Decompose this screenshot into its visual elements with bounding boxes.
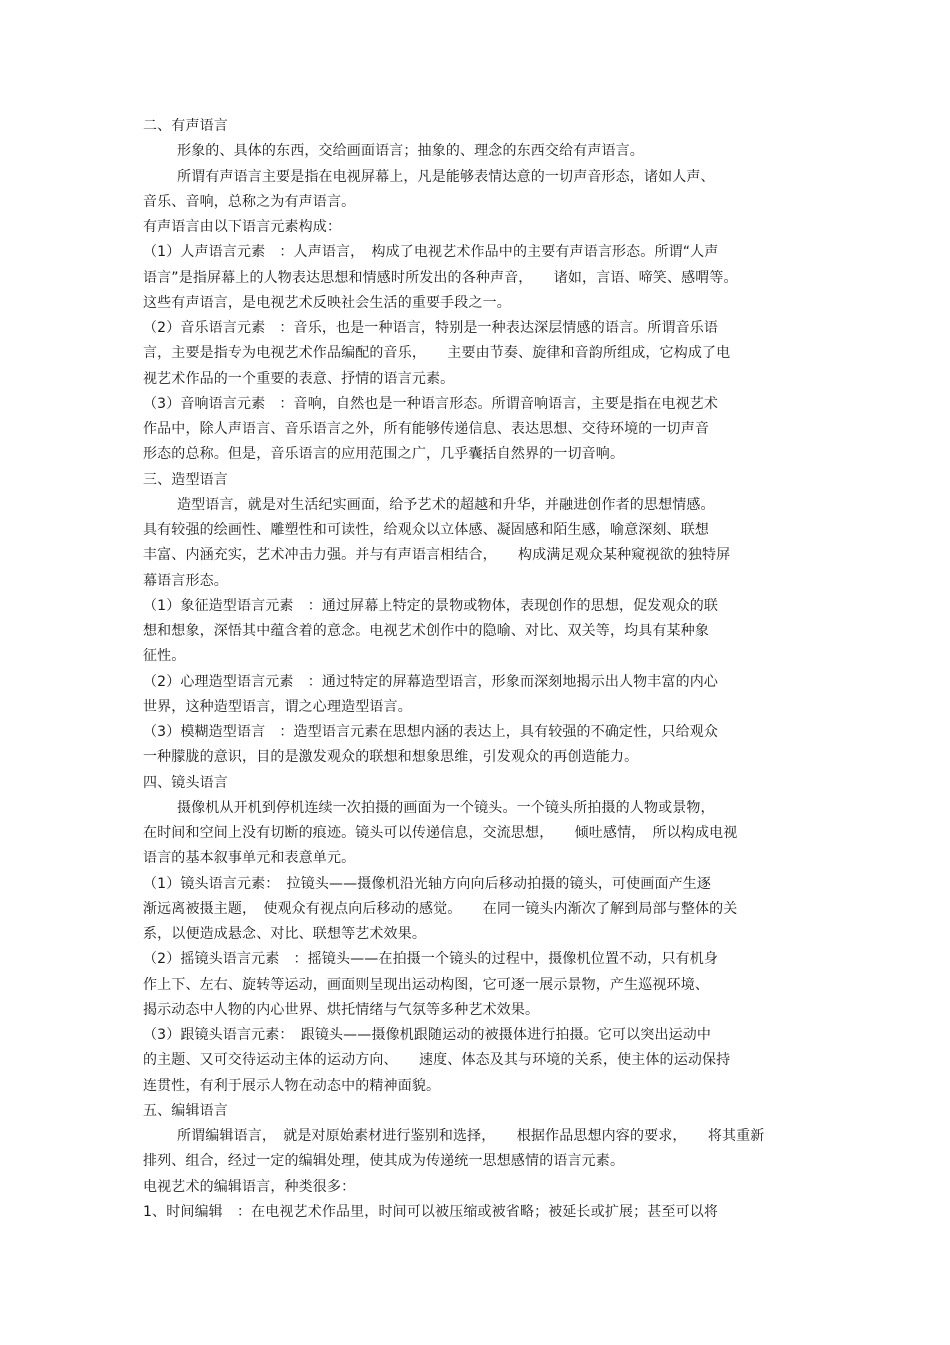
list-item-line: 的主题、又可交待运动主体的运动方向、 速度、体态及其与环境的关系，使主体的运动保持: [143, 1052, 731, 1069]
list-item-line: 揭示动态中人物的内心世界、烘托情绪与气氛等多种艺术效果。: [143, 1001, 540, 1018]
list-item-line: 征性。: [143, 648, 186, 665]
list-item-line: 视艺术作品的一个重要的表意、抒情的语言元素。: [143, 370, 455, 387]
list-item-line: （1）人声语言元素 ：人声语言， 构成了电视艺术作品中的主要有声语言形态。所谓“人声: [143, 244, 719, 261]
list-item-line: 形态的总称。但是，音乐语言的应用范围之广，几乎囊括自然界的一切音响。: [143, 446, 625, 463]
list-item-line: 想和想象，深悟其中蕴含着的意念。电视艺术创作中的隐喻、对比、双关等，均具有某种象: [143, 623, 709, 639]
paragraph-line: 电视艺术的编辑语言，种类很多：: [143, 1178, 356, 1195]
list-item-line: 言，主要是指专为电视艺术作品编配的音乐， 主要由节奏、旋律和音韵所组成，它构成了电: [143, 345, 731, 362]
list-item-line: （2）音乐语言元素 ：音乐，也是一种语言，特别是一种表达深层情感的语言。所谓音乐语: [143, 320, 719, 336]
list-item-line: （3）跟镜头语言元素： 跟镜头——摄像机跟随运动的被摄体进行拍摄。它可以突出运动中: [143, 1027, 712, 1043]
paragraph-line: 有声语言由以下语言元素构成：: [143, 219, 342, 235]
paragraph-line: 所谓有声语言主要是指在电视屏幕上，凡是能够表情达意的一切声音形态，诸如人声、: [177, 168, 715, 185]
section-heading: 三、造型语言: [143, 471, 228, 488]
paragraph-line: 形象的、具体的东西，交给画面语言；抽象的、理念的东西交给有声语言。: [177, 143, 644, 160]
list-item-line: 连贯性，有利于展示人物在动态中的精神面貌。: [143, 1077, 441, 1094]
paragraph-line: 排列、组合，经过一定的编辑处理，使其成为传递统一思想感情的语言元素。: [143, 1153, 625, 1170]
paragraph-line: 所谓编辑语言， 就是对原始素材进行鉴别和选择， 根据作品思想内容的要求， 将其重新: [177, 1128, 765, 1144]
section-heading: 五、编辑语言: [143, 1102, 228, 1119]
list-item-line: （2）摇镜头语言元素 ：摇镜头——在拍摄一个镜头的过程中，摄像机位置不动，只有机身: [143, 951, 719, 968]
paragraph-line: 造型语言，就是对生活纪实画面，给予艺术的超越和升华，并融进创作者的思想情感。: [177, 496, 715, 513]
list-item-line: 作上下、左右、旋转等运动，画面则呈现出运动构图，它可逐一展示景物，产生巡视环境、: [143, 976, 709, 993]
paragraph-line: 音乐、音响，总称之为有声语言。: [143, 193, 356, 210]
list-item-line: 世界，这种造型语言，谓之心理造型语言。: [143, 698, 412, 715]
list-item-line: 语言”是指屏幕上的人物表达思想和情感时所发出的各种声音， 诸如，言语、啼笑、感喟等。: [143, 269, 738, 286]
list-item-line: （3）模糊造型语言 ：造型语言元素在思想内涵的表达上，具有较强的不确定性，只给观众: [143, 724, 719, 740]
paragraph-line: 语言的基本叙事单元和表意单元。: [143, 850, 356, 867]
section-heading: 四、镜头语言: [143, 774, 228, 791]
list-item-line: 渐远离被摄主题， 使观众有视点向后移动的感觉。 在同一镜头内渐次了解到局部与整体的关: [143, 900, 738, 917]
paragraph-line: 在时间和空间上没有切断的痕迹。镜头可以传递信息，交流思想， 倾吐感情， 所以构成电视: [143, 825, 738, 841]
list-item-line: 系，以便造成悬念、对比、联想等艺术效果。: [143, 926, 426, 942]
list-item-line: （1）镜头语言元素： 拉镜头——摄像机沿光轴方向向后移动拍摄的镜头，可使画面产生逐: [143, 875, 712, 892]
list-item-line: 1、时间编辑 ：在电视艺术作品里，时间可以被压缩或被省略；被延长或扩展；甚至可以将: [143, 1203, 719, 1220]
list-item-line: （1）象征造型语言元素 ：通过屏幕上特定的景物或物体，表现创作的思想，促发观众的联: [143, 597, 719, 614]
paragraph-line: 丰富、内涵充实，艺术冲击力强。并与有声语言相结合， 构成满足观众某种窥视欲的独特屏: [143, 547, 731, 564]
list-item-line: （3）音响语言元素 ：音响，自然也是一种语言形态。所谓音响语言，主要是指在电视艺术: [143, 395, 719, 412]
list-item-line: 这些有声语言，是电视艺术反映社会生活的重要手段之一。: [143, 294, 511, 311]
paragraph-line: 具有较强的绘画性、雕塑性和可读性，给观众以立体感、凝固感和陌生感，喻意深刻、联想: [143, 522, 709, 538]
list-item-line: 作品中，除人声语言、音乐语言之外，所有能够传递信息、表达思想、交待环境的一切声音: [143, 421, 709, 437]
paragraph-line: 摄像机从开机到停机连续一次拍摄的画面为一个镜头。一个镜头所拍摄的人物或景物，: [177, 799, 715, 816]
document-body: [143, 114, 813, 1225]
list-item-line: 一种朦胧的意识，目的是激发观众的联想和想象思维，引发观众的再创造能力。: [143, 749, 639, 766]
paragraph-line: 幕语言形态。: [143, 572, 228, 589]
list-item-line: （2）心理造型语言元素 ：通过特定的屏幕造型语言，形象而深刻地揭示出人物丰富的内心: [143, 673, 719, 690]
section-heading: 二、有声语言: [143, 118, 228, 134]
